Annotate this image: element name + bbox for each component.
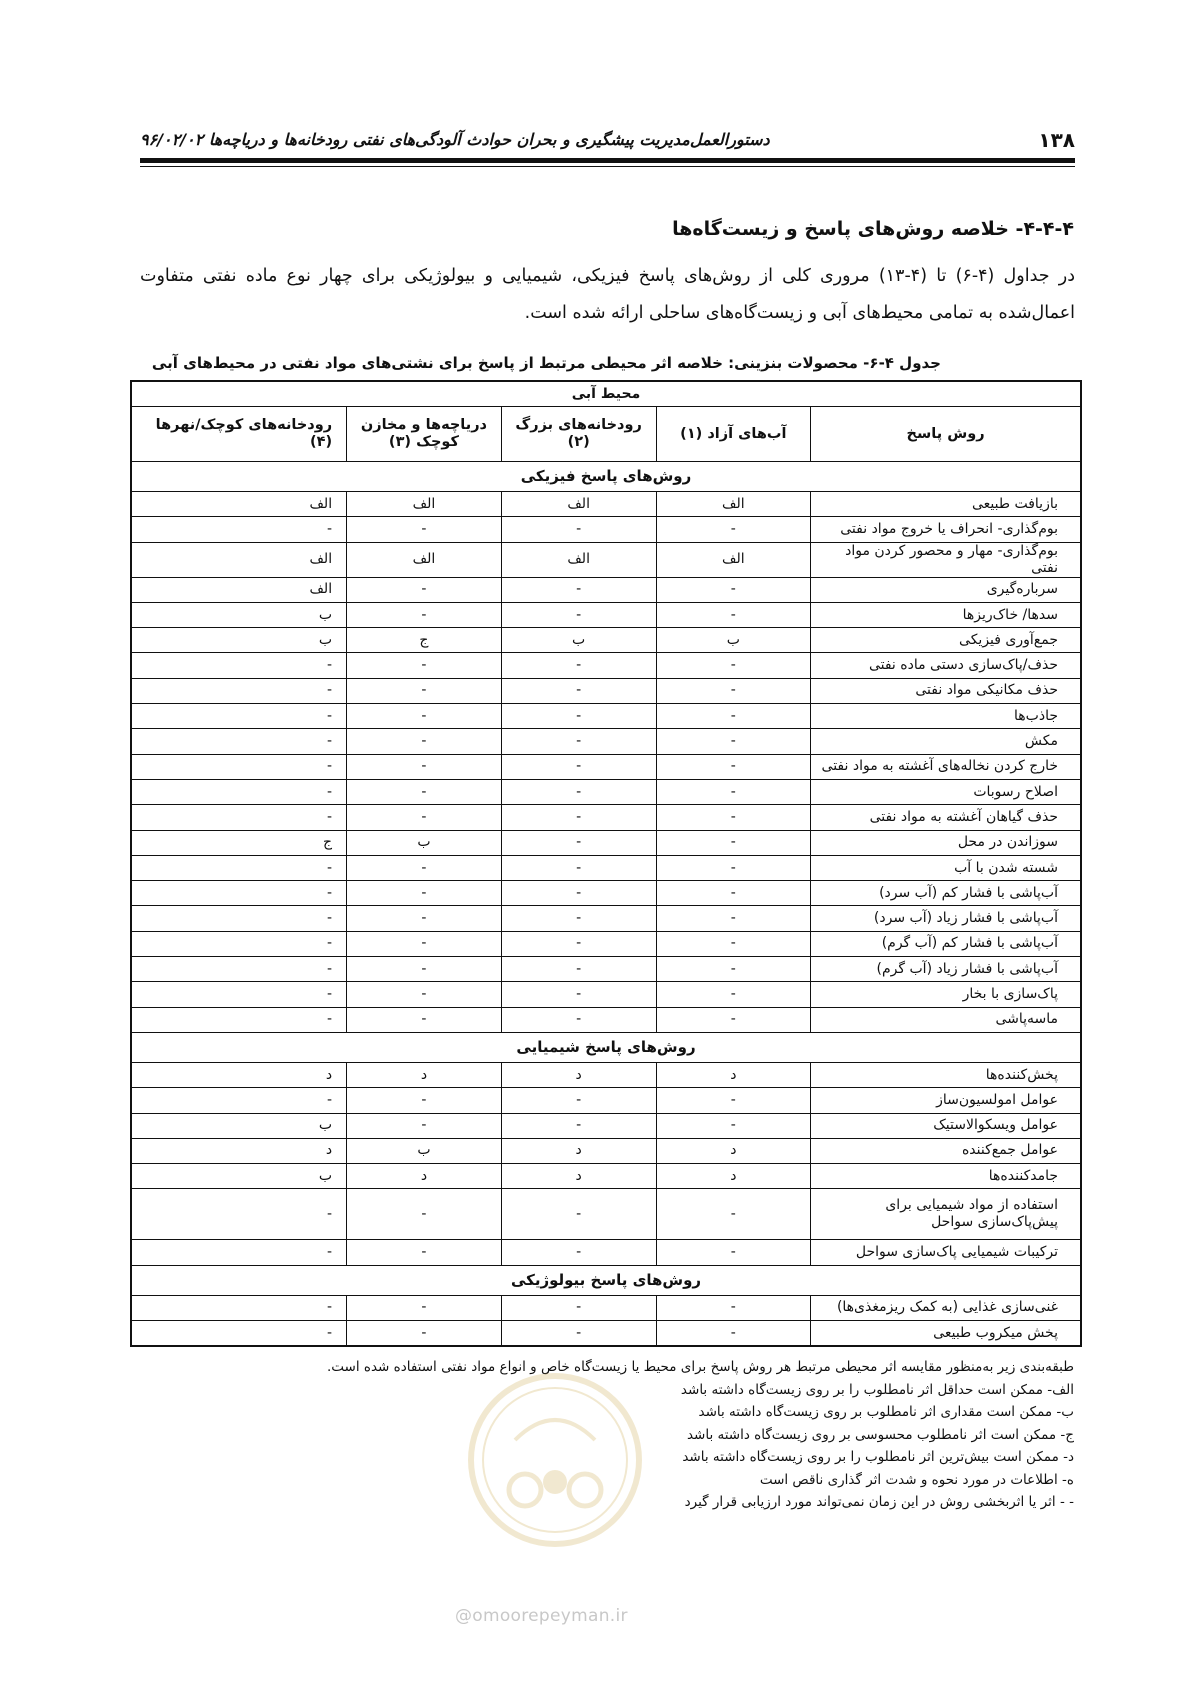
rating-cell: د	[131, 1138, 347, 1163]
rating-cell: -	[347, 1295, 502, 1320]
rating-cell: د	[347, 1062, 502, 1087]
rating-cell: -	[131, 1295, 347, 1320]
method-cell: سوزاندن در محل	[811, 830, 1081, 855]
rating-cell: -	[131, 704, 347, 729]
method-cell: شسته شدن با آب	[811, 855, 1081, 880]
rating-cell: -	[347, 855, 502, 880]
rating-cell: -	[347, 1321, 502, 1347]
table-row	[131, 1164, 1081, 1189]
legend-item: ه- اطلاعات در مورد نحوه و شدت اثر گذاری ناقص است	[759, 1471, 1074, 1488]
method-cell: پاک‌سازی با بخار	[811, 982, 1081, 1007]
rating-cell: -	[501, 602, 656, 627]
table-row	[131, 906, 1081, 931]
rating-cell: ب	[131, 602, 347, 627]
rating-cell: ج	[131, 830, 347, 855]
section-title: ۴-۴-۴- خلاصه روش‌های پاسخ و زیست‌گاه‌ها	[672, 218, 1074, 240]
rating-cell: -	[347, 1088, 502, 1113]
method-cell: حذف/پاک‌سازی دستی ماده نفتی	[811, 653, 1081, 678]
column-header-small-rivers: رودخانه‌های کوچک/نهرها (۴)	[131, 407, 347, 462]
rating-cell: د	[347, 1164, 502, 1189]
table-row	[131, 1295, 1081, 1320]
table-row	[131, 1007, 1081, 1032]
table-row	[131, 704, 1081, 729]
intro-paragraph: در جداول (۴-۶) تا (۴-۱۳) مروری کلی از روش‌های پاسخ فیزیکی، شیمیایی و بیولوژیکی برای چهار نوع ماده نفتی متفاوت اعمال‌شده به تمامی محیط‌های آبی و زیست‌گاه‌های ساحلی ارائه شده است.	[140, 266, 1075, 323]
rating-cell: ب	[131, 628, 347, 653]
rating-cell: -	[131, 1088, 347, 1113]
column-header-lakes: دریاچه‌ها و مخازن کوچک (۳)	[347, 407, 502, 462]
table-row	[131, 1189, 1081, 1240]
method-cell: عوامل ویسکوالاستیک	[811, 1113, 1081, 1138]
rating-cell: -	[131, 855, 347, 880]
method-cell: خارج کردن نخاله‌های آغشته به مواد نفتی	[811, 754, 1081, 779]
rating-cell: الف	[656, 542, 811, 577]
rating-cell: -	[501, 1088, 656, 1113]
table-row	[131, 729, 1081, 754]
rating-cell: -	[131, 881, 347, 906]
legend-item: د- ممکن است بیش‌ترین اثر نامطلوب را بر روی زیست‌گاه داشته باشد	[682, 1449, 1074, 1465]
method-cell: عوامل جمع‌کننده	[811, 1138, 1081, 1163]
rating-cell: الف	[131, 577, 347, 602]
rating-cell: -	[347, 1240, 502, 1265]
method-cell: بازیافت طبیعی	[811, 492, 1081, 517]
table-row	[131, 628, 1081, 653]
rating-cell: -	[347, 906, 502, 931]
rating-cell: -	[501, 577, 656, 602]
rating-cell: د	[501, 1062, 656, 1087]
category-title: روش‌های پاسخ بیولوژیکی	[131, 1265, 1081, 1295]
rating-cell: الف	[347, 492, 502, 517]
rating-cell: -	[347, 704, 502, 729]
page-number: ۱۳۸	[1038, 128, 1075, 152]
rating-cell: -	[347, 517, 502, 542]
category-row	[131, 462, 1081, 492]
rating-cell: -	[501, 1240, 656, 1265]
rating-cell: الف	[347, 542, 502, 577]
rating-cell: -	[131, 653, 347, 678]
rating-cell: -	[131, 957, 347, 982]
method-cell: بوم‌گذاری- مهار و محصور کردن مواد نفتی	[811, 542, 1081, 577]
rating-cell: -	[501, 517, 656, 542]
rating-cell: الف	[131, 492, 347, 517]
rating-cell: د	[656, 1164, 811, 1189]
method-cell: استفاده از مواد شیمیایی برای پیش‌پاک‌سازی سواحل	[811, 1189, 1081, 1240]
method-cell: عوامل امولسیون‌ساز	[811, 1088, 1081, 1113]
rating-cell: د	[501, 1138, 656, 1163]
rating-cell: -	[131, 906, 347, 931]
rating-cell: -	[347, 729, 502, 754]
rating-cell: -	[131, 1007, 347, 1032]
rating-cell: -	[347, 1189, 502, 1240]
rating-cell: -	[131, 678, 347, 703]
site-watermark: @omoorepeyman.ir	[455, 1606, 628, 1626]
rating-cell: -	[131, 931, 347, 956]
rating-cell: -	[347, 779, 502, 804]
rating-cell: -	[501, 982, 656, 1007]
rating-cell: -	[131, 1321, 347, 1347]
table-row	[131, 577, 1081, 602]
rating-cell: د	[131, 1062, 347, 1087]
rating-cell: -	[501, 729, 656, 754]
category-title: روش‌های پاسخ شیمیایی	[131, 1032, 1081, 1062]
rating-cell: -	[501, 931, 656, 956]
method-cell: پخش‌کننده‌ها	[811, 1062, 1081, 1087]
environment-header-row	[131, 381, 1081, 407]
rating-cell: -	[501, 1113, 656, 1138]
rating-cell: ب	[131, 1113, 347, 1138]
rating-cell: -	[656, 653, 811, 678]
rating-cell: -	[501, 754, 656, 779]
table-row	[131, 957, 1081, 982]
rating-cell: -	[347, 1007, 502, 1032]
rating-cell: الف	[501, 542, 656, 577]
table-row	[131, 602, 1081, 627]
method-cell: حذف مکانیکی مواد نفتی	[811, 678, 1081, 703]
table-row	[131, 805, 1081, 830]
method-cell: جمع‌آوری فیزیکی	[811, 628, 1081, 653]
header-rule-thick	[140, 158, 1075, 163]
environment-header: محیط آبی	[131, 381, 1081, 407]
method-cell: آب‌پاشی با فشار زیاد (آب سرد)	[811, 906, 1081, 931]
method-column-header: روش پاسخ	[811, 407, 1081, 462]
rating-cell: الف	[131, 542, 347, 577]
legend-item: ج- ممکن است اثر نامطلوب محسوسی بر روی زیست‌گاه داشته باشد	[686, 1426, 1074, 1443]
rating-cell: -	[656, 779, 811, 804]
method-cell: مکش	[811, 729, 1081, 754]
rating-cell: الف	[501, 492, 656, 517]
legend-intro: طبقه‌بندی زیر به‌منظور مقایسه اثر محیطی مرتبط هر روش پاسخ برای محیط یا زیست‌گاه خاص و انواع مواد نفتی استفاده شده است.	[326, 1359, 1074, 1375]
rating-cell: ب	[656, 628, 811, 653]
rating-cell: -	[501, 906, 656, 931]
rating-cell: -	[656, 906, 811, 931]
table-row	[131, 754, 1081, 779]
method-cell: سرباره‌گیری	[811, 577, 1081, 602]
rating-cell: ب	[347, 1138, 502, 1163]
rating-cell: -	[656, 881, 811, 906]
rating-cell: د	[501, 1164, 656, 1189]
method-cell: آب‌پاشی با فشار کم (آب سرد)	[811, 881, 1081, 906]
column-header-row	[131, 407, 1081, 462]
table-row	[131, 653, 1081, 678]
table-row	[131, 492, 1081, 517]
table-row	[131, 1240, 1081, 1265]
table-row	[131, 830, 1081, 855]
rating-cell: -	[656, 1321, 811, 1347]
header-rule-thin	[140, 166, 1075, 167]
header-title: دستورالعمل‌مدیریت پیشگیری و بحران حوادث آلودگی‌های نفتی رودخانه‌ها و دریاچه‌ها ۹۶/۰۲/۰۲	[140, 130, 770, 149]
rating-cell: -	[501, 1295, 656, 1320]
rating-cell: -	[656, 602, 811, 627]
rating-cell: -	[501, 1189, 656, 1240]
table-row	[131, 931, 1081, 956]
rating-cell: -	[656, 855, 811, 880]
rating-cell: ب	[131, 1164, 347, 1189]
table-row	[131, 779, 1081, 804]
table-row	[131, 1062, 1081, 1087]
table-row	[131, 517, 1081, 542]
column-header-large-rivers: رودخانه‌های بزرگ (۲)	[501, 407, 656, 462]
rating-cell: د	[656, 1138, 811, 1163]
rating-cell: -	[131, 1189, 347, 1240]
rating-cell: ب	[501, 628, 656, 653]
table-row	[131, 1088, 1081, 1113]
rating-cell: -	[501, 704, 656, 729]
rating-cell: -	[656, 931, 811, 956]
method-cell: ترکیبات شیمیایی پاک‌سازی سواحل	[811, 1240, 1081, 1265]
table-row	[131, 1138, 1081, 1163]
method-cell: پخش میکروب طبیعی	[811, 1321, 1081, 1347]
table-row	[131, 881, 1081, 906]
rating-cell: -	[347, 678, 502, 703]
rating-cell: الف	[656, 492, 811, 517]
rating-cell: -	[656, 678, 811, 703]
method-cell: حذف گیاهان آغشته به مواد نفتی	[811, 805, 1081, 830]
rating-cell: -	[656, 577, 811, 602]
rating-cell: -	[347, 982, 502, 1007]
rating-cell: -	[131, 805, 347, 830]
rating-cell: -	[656, 1240, 811, 1265]
method-cell: اصلاح رسوبات	[811, 779, 1081, 804]
rating-cell: -	[347, 653, 502, 678]
rating-cell: -	[347, 754, 502, 779]
rating-cell: -	[656, 729, 811, 754]
rating-cell: -	[656, 830, 811, 855]
rating-cell: -	[131, 1240, 347, 1265]
rating-cell: -	[656, 1088, 811, 1113]
rating-cell: -	[131, 982, 347, 1007]
table-row	[131, 678, 1081, 703]
rating-cell: -	[347, 577, 502, 602]
rating-cell: -	[656, 1007, 811, 1032]
category-row	[131, 1032, 1081, 1062]
rating-cell: -	[656, 1295, 811, 1320]
legend-item: ب- ممکن است مقداری اثر نامطلوب بر روی زیست‌گاه داشته باشد	[698, 1404, 1074, 1420]
rating-cell: -	[656, 805, 811, 830]
method-cell: آب‌پاشی با فشار کم (آب گرم)	[811, 931, 1081, 956]
rating-cell: -	[501, 855, 656, 880]
rating-cell: -	[501, 779, 656, 804]
table-row	[131, 982, 1081, 1007]
method-cell: جاذب‌ها	[811, 704, 1081, 729]
rating-cell: -	[347, 1113, 502, 1138]
rating-cell: -	[656, 517, 811, 542]
table-caption: جدول ۴-۶- محصولات بنزینی: خلاصه اثر محیطی مرتبط از پاسخ برای نشتی‌های مواد نفتی در محیط‌های آبی	[151, 354, 941, 372]
legend-item: الف- ممکن است حداقل اثر نامطلوب را بر روی زیست‌گاه داشته باشد	[680, 1381, 1074, 1398]
rating-cell: -	[501, 881, 656, 906]
running-header	[140, 128, 1075, 152]
rating-cell: -	[347, 602, 502, 627]
table-row	[131, 542, 1081, 577]
rating-cell: -	[501, 653, 656, 678]
category-title: روش‌های پاسخ فیزیکی	[131, 462, 1081, 492]
table-row	[131, 1113, 1081, 1138]
rating-cell: -	[131, 517, 347, 542]
rating-cell: ج	[347, 628, 502, 653]
category-row	[131, 1265, 1081, 1295]
rating-cell: -	[501, 1321, 656, 1347]
rating-cell: ب	[347, 830, 502, 855]
rating-cell: -	[656, 704, 811, 729]
seal-watermark-icon	[455, 1370, 655, 1550]
column-header-open-water: آب‌های آزاد (۱)	[656, 407, 811, 462]
rating-cell: -	[656, 1189, 811, 1240]
rating-cell: د	[656, 1062, 811, 1087]
rating-cell: -	[131, 754, 347, 779]
response-methods-table	[130, 380, 1082, 1347]
rating-cell: -	[501, 957, 656, 982]
rating-cell: -	[656, 1113, 811, 1138]
method-cell: جامدکننده‌ها	[811, 1164, 1081, 1189]
rating-cell: -	[347, 805, 502, 830]
rating-cell: -	[501, 1007, 656, 1032]
rating-cell: -	[656, 982, 811, 1007]
rating-cell: -	[347, 931, 502, 956]
rating-cell: -	[501, 678, 656, 703]
rating-cell: -	[347, 957, 502, 982]
method-cell: آب‌پاشی با فشار زیاد (آب گرم)	[811, 957, 1081, 982]
rating-cell: -	[501, 805, 656, 830]
rating-cell: -	[656, 957, 811, 982]
method-cell: سدها/ خاک‌ریزها	[811, 602, 1081, 627]
rating-cell: -	[656, 754, 811, 779]
table-row	[131, 1321, 1081, 1347]
table-row	[131, 855, 1081, 880]
legend-item: - - اثر یا اثربخشی روش در این زمان نمی‌تواند مورد ارزیابی قرار گیرد	[684, 1494, 1074, 1510]
method-cell: ماسه‌پاشی	[811, 1007, 1081, 1032]
rating-cell: -	[501, 830, 656, 855]
rating-cell: -	[131, 779, 347, 804]
rating-cell: -	[347, 881, 502, 906]
method-cell: بوم‌گذاری- انحراف یا خروج مواد نفتی	[811, 517, 1081, 542]
method-cell: غنی‌سازی غذایی (به کمک ریزمغذی‌ها)	[811, 1295, 1081, 1320]
rating-cell: -	[131, 729, 347, 754]
